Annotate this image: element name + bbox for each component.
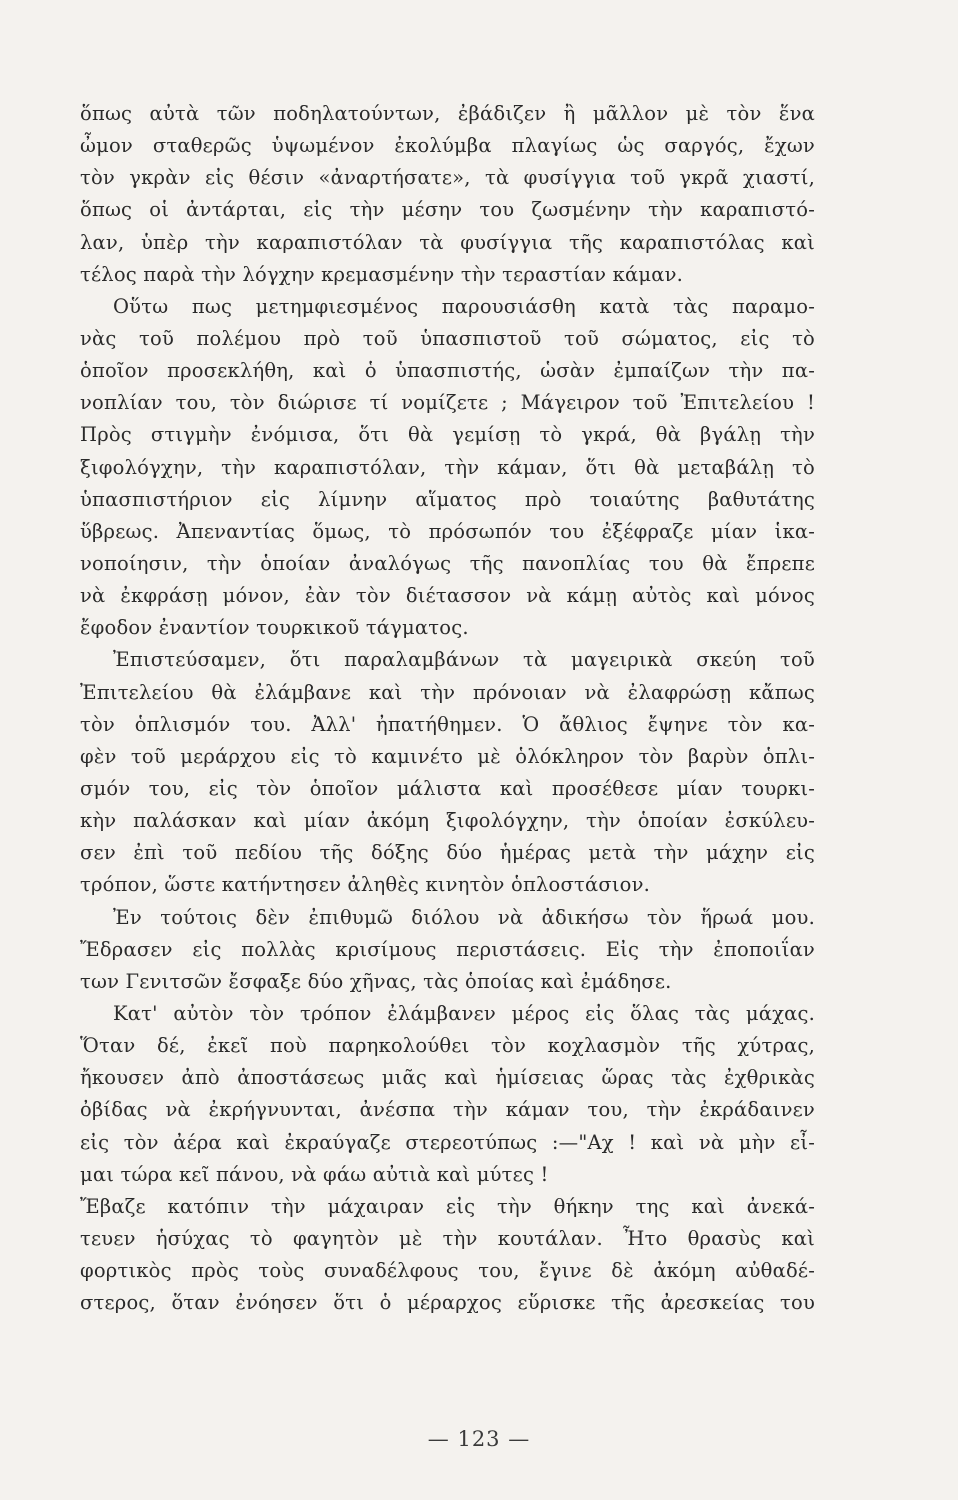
text-line: Ἐπιστεύσαμεν, ὅτι παραλαμβάνων τὰ μαγειρικὰ σκεύη τοῦ: [113, 648, 815, 672]
text-line: τὸν γκρὰν εἰς θέσιν «ἀναρτήσατε», τὰ φυσίγγια τοῦ γκρᾶ χιαστί,: [80, 166, 815, 190]
text-line: Ἔδρασεν εἰς πολλὰς κρισίμους περιστάσεις. Εἰς τὴν ἐποποιΐαν: [80, 937, 815, 961]
text-line: τευεν ἡσύχας τὸ φαγητὸν μὲ τὴν κουτάλαν. Ἦτο θρασὺς καὶ: [80, 1226, 815, 1250]
text-line: ἔφοδον ἐναντίον τουρκικοῦ τάγματος.: [80, 616, 469, 640]
text-line: νὰ ἐκφράσῃ μόνον, ἐὰν τὸν διέτασσον νὰ κάμῃ αὐτὸς καὶ μόνος: [80, 584, 815, 608]
text-line: ὀβίδας νὰ ἐκρήγνυνται, ἀνέσπα τὴν κάμαν του, τὴν ἐκράδαινεν: [80, 1098, 815, 1122]
text-line: σμόν του, εἰς τὸν ὁποῖον μάλιστα καὶ προσέθεσε μίαν τουρκι-: [80, 776, 815, 800]
text-line: φορτικὸς πρὸς τοὺς συναδέλφους του, ἔγινε δὲ ἀκόμη αὐθαδέ-: [80, 1259, 815, 1283]
text-line: ὦμον σταθερῶς ὑψωμένον ἐκολύμβα πλαγίως ὡς σαργός, ἔχων: [80, 134, 815, 158]
text-line: Ὅταν δέ, ἐκεῖ ποὺ παρηκολούθει τὸν κοχλασμὸν τῆς χύτρας,: [80, 1034, 815, 1058]
text-line: ὁποῖον προσεκλήθη, καὶ ὁ ὑπασπιστής, ὡσὰν ἐμπαίζων τὴν πα-: [80, 359, 815, 383]
body-text: [80, 98, 815, 1319]
text-line: ὑπασπιστήριον εἰς λίμνην αἵματος πρὸ τοιαύτης βαθυτάτης: [80, 487, 815, 511]
text-line: κὴν παλάσκαν καὶ μίαν ἀκόμη ξιφολόγχην, τὴν ὁποίαν ἐσκύλευ-: [80, 809, 815, 833]
text-line: των Γενιτσῶν ἔσφαξε δύο χῆνας, τὰς ὁποίας καὶ ἐμάδησε.: [80, 969, 672, 993]
text-line: τέλος παρὰ τὴν λόγχην κρεμασμένην τὴν τεραστίαν κάμαν.: [80, 262, 684, 286]
text-line: εἰς τὸν ἀέρα καὶ ἐκραύγαζε στερεοτύπως :—"Αχ ! καὶ νὰ μὴν εἶ-: [80, 1130, 815, 1154]
text-line: Ἐπιτελείου θὰ ἐλάμβανε καὶ τὴν πρόνοιαν νὰ ἐλαφρώσῃ κἄπως: [80, 680, 815, 704]
text-line: νοπλίαν του, τὸν διώρισε τί νομίζετε ; Μάγειρον τοῦ Ἐπιτελείου !: [80, 391, 815, 415]
page-number: — 123 —: [427, 1427, 531, 1451]
text-line: Ἐν τούτοις δὲν ἐπιθυμῶ διόλου νὰ ἀδικήσω τὸν ἥρωά μου.: [113, 905, 815, 929]
text-line: νὰς τοῦ πολέμου πρὸ τοῦ ὑπασπιστοῦ τοῦ σώματος, εἰς τὸ: [80, 326, 815, 350]
text-line: Οὕτω πως μετημφιεσμένος παρουσιάσθη κατὰ τὰς παραμο-: [113, 294, 815, 318]
text-line: Ἔβαζε κατόπιν τὴν μάχαιραν εἰς τὴν θήκην της καὶ ἀνεκά-: [80, 1194, 815, 1218]
text-line: τρόπον, ὥστε κατήντησεν ἀληθὲς κινητὸν ὁπλοστάσιον.: [80, 873, 651, 897]
text-line: ὅπως οἱ ἀντάρται, εἰς τὴν μέσην του ζωσμένην τὴν καραπιστό-: [80, 198, 815, 222]
text-line: ὕβρεως. Ἀπεναντίας ὅμως, τὸ πρόσωπόν του ἐξέφραζε μίαν ἱκα-: [80, 519, 815, 543]
text-line: τὸν ὁπλισμόν του. Ἀλλ' ἠπατήθημεν. Ὁ ἄθλιος ἔψηνε τὸν κα-: [80, 712, 815, 736]
text-line: φὲν τοῦ μεράρχου εἰς τὸ καμινέτο μὲ ὁλόκληρον τὸν βαρὺν ὁπλι-: [80, 744, 815, 768]
text-line: Κατ' αὐτὸν τὸν τρόπον ἐλάμβανεν μέρος εἰς ὅλας τὰς μάχας.: [113, 1001, 815, 1025]
text-line: Πρὸς στιγμὴν ἐνόμισα, ὅτι θὰ γεμίσῃ τὸ γκρά, θὰ βγάλῃ τὴν: [80, 423, 815, 447]
text-line: ξιφολόγχην, τὴν καραπιστόλαν, τὴν κάμαν, ὅτι θὰ μεταβάλῃ τὸ: [80, 455, 815, 479]
text-line: λαν, ὑπὲρ τὴν καραπιστόλαν τὰ φυσίγγια τῆς καραπιστόλας καὶ: [80, 230, 815, 254]
text-line: ὅπως αὐτὰ τῶν ποδηλατούντων, ἐβάδιζεν ἢ μᾶλλον μὲ τὸν ἕνα: [80, 102, 815, 125]
text-line: ἤκουσεν ἀπὸ ἀποστάσεως μιᾶς καὶ ἡμίσειας ὥρας τὰς ἐχθρικὰς: [80, 1066, 815, 1090]
text-line: μαι τώρα κεῖ πάνου, νὰ φάω αὐτιὰ καὶ μύτες !: [80, 1162, 549, 1186]
text-line: νοποίησιν, τὴν ὁποίαν ἀναλόγως τῆς πανοπλίας του θὰ ἔπρεπε: [80, 551, 815, 575]
text-line: στερος, ὅταν ἐνόησεν ὅτι ὁ μέραρχος εὕρισκε τῆς ἀρεσκείας του: [80, 1291, 815, 1315]
text-line: σεν ἐπὶ τοῦ πεδίου τῆς δόξης δύο ἡμέρας μετὰ τὴν μάχην εἰς: [80, 841, 815, 865]
